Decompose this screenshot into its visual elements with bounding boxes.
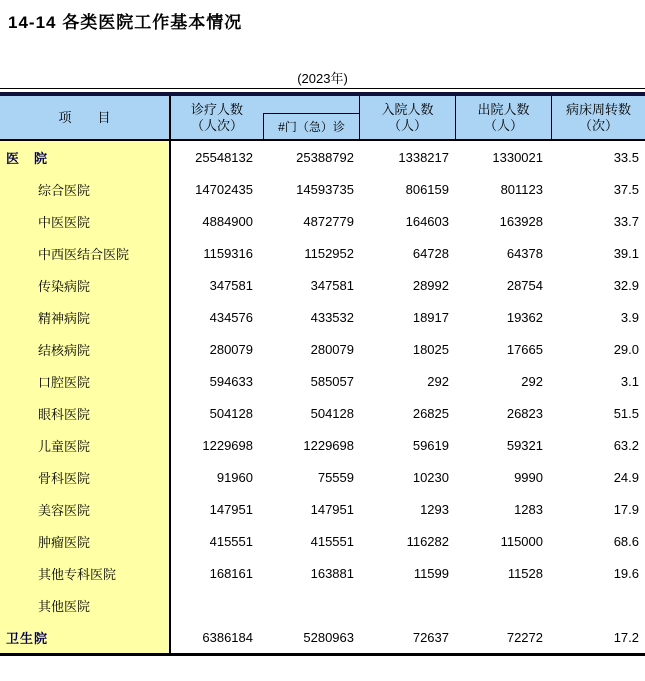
page-title: 14-14 各类医院工作基本情况 bbox=[8, 13, 243, 32]
table-row-hospitals bbox=[0, 141, 645, 173]
header-outpatient-label: #门（急）诊 bbox=[263, 113, 359, 139]
header-turnover-line2: （次） bbox=[578, 117, 618, 133]
cell-bed-turnover: 39.1 bbox=[613, 245, 639, 261]
cell-bed-turnover: 68.6 bbox=[613, 533, 639, 549]
cell-outpatient-visits: 25388792 bbox=[296, 149, 354, 165]
cell-bed-turnover bbox=[551, 589, 645, 621]
cell-outpatient-visits: 1229698 bbox=[303, 437, 354, 453]
header-discharges-line1: 出院人数 bbox=[477, 101, 530, 117]
table-row-tcm-hospitals bbox=[0, 205, 645, 237]
row-label: 其他专科医院 bbox=[0, 557, 171, 589]
table-row-psychiatric-hospitals bbox=[0, 301, 645, 333]
header-turnover-column bbox=[551, 96, 645, 139]
cell-bed-turnover: 32.9 bbox=[613, 277, 639, 293]
header-admissions-column bbox=[359, 96, 455, 139]
cell-discharges: 163928 bbox=[499, 213, 543, 229]
header-visits-group bbox=[171, 96, 359, 139]
cell-visits: 1159316 bbox=[203, 245, 253, 261]
cell-outpatient-visits: 585057 bbox=[310, 373, 354, 389]
cell-visits: 347581 bbox=[209, 277, 253, 293]
table-row-integrated-hospitals bbox=[0, 237, 645, 269]
header-item-column bbox=[0, 96, 171, 139]
table-row-oncology-hospitals bbox=[0, 525, 645, 557]
cell-visits: 415551 bbox=[209, 533, 253, 549]
cell-visits: 280079 bbox=[209, 341, 253, 357]
cell-admissions bbox=[359, 589, 455, 621]
table-row-health-centers bbox=[0, 621, 645, 653]
cell-discharges: 28754 bbox=[506, 277, 543, 293]
header-visits-label bbox=[171, 96, 263, 139]
row-label: 医 院 bbox=[0, 141, 171, 173]
cell-admissions: 11599 bbox=[413, 565, 449, 581]
cell-discharges: 1330021 bbox=[492, 149, 543, 165]
cell-admissions: 59619 bbox=[412, 437, 449, 453]
table-row-cosmetic-hospitals bbox=[0, 493, 645, 525]
cell-visits bbox=[171, 589, 263, 621]
cell-outpatient-visits: 5280963 bbox=[303, 629, 354, 645]
row-label: 传染病院 bbox=[0, 269, 171, 301]
cell-admissions: 26825 bbox=[412, 405, 449, 421]
cell-visits: 147951 bbox=[209, 501, 253, 517]
cell-bed-turnover: 29.0 bbox=[613, 341, 639, 357]
cell-admissions: 164603 bbox=[405, 213, 449, 229]
cell-bed-turnover: 3.1 bbox=[620, 373, 639, 389]
cell-outpatient-visits bbox=[263, 589, 359, 621]
cell-admissions: 18025 bbox=[412, 341, 449, 357]
row-label: 美容医院 bbox=[0, 493, 171, 525]
cell-discharges: 26823 bbox=[506, 405, 543, 421]
cell-discharges: 1283 bbox=[514, 501, 543, 517]
row-label: 精神病院 bbox=[0, 301, 171, 333]
header-outpatient-subcolumn bbox=[263, 96, 359, 139]
cell-discharges: 64378 bbox=[506, 245, 543, 261]
row-label: 骨科医院 bbox=[0, 461, 171, 493]
cell-bed-turnover: 63.2 bbox=[613, 437, 639, 453]
cell-discharges bbox=[455, 589, 551, 621]
cell-bed-turnover: 19.6 bbox=[613, 565, 639, 581]
header-turnover-line1: 病床周转数 bbox=[565, 101, 631, 117]
cell-bed-turnover: 33.7 bbox=[613, 213, 639, 229]
cell-visits: 594633 bbox=[209, 373, 253, 389]
cell-admissions: 806159 bbox=[405, 181, 449, 197]
cell-discharges: 17665 bbox=[506, 341, 543, 357]
cell-admissions: 72637 bbox=[412, 629, 449, 645]
table-body bbox=[0, 141, 645, 653]
cell-bed-turnover: 17.2 bbox=[613, 629, 639, 645]
header-admissions-line2: （人） bbox=[387, 117, 427, 133]
header-discharges-line2: （人） bbox=[483, 117, 523, 133]
cell-bed-turnover: 24.9 bbox=[613, 469, 639, 485]
cell-outpatient-visits: 1152952 bbox=[304, 245, 354, 261]
row-label: 其他医院 bbox=[0, 589, 171, 621]
cell-visits: 25548132 bbox=[195, 149, 253, 165]
cell-admissions: 28992 bbox=[412, 277, 449, 293]
header-discharges-column bbox=[455, 96, 551, 139]
cell-outpatient-visits: 4872779 bbox=[303, 213, 354, 229]
cell-visits: 6386184 bbox=[202, 629, 253, 645]
cell-visits: 168161 bbox=[209, 565, 253, 581]
table-row-other-specialized-hospitals bbox=[0, 557, 645, 589]
cell-visits: 1229698 bbox=[202, 437, 253, 453]
top-thin-rule bbox=[0, 88, 645, 89]
cell-outpatient-visits: 415551 bbox=[310, 533, 354, 549]
row-label: 结核病院 bbox=[0, 333, 171, 365]
cell-bed-turnover: 51.5 bbox=[613, 405, 639, 421]
cell-visits: 14702435 bbox=[195, 181, 253, 197]
cell-discharges: 115000 bbox=[500, 533, 543, 549]
cell-discharges: 72272 bbox=[506, 629, 543, 645]
cell-outpatient-visits: 163881 bbox=[310, 565, 354, 581]
row-label: 口腔医院 bbox=[0, 365, 171, 397]
cell-outpatient-visits: 433532 bbox=[310, 309, 354, 325]
cell-bed-turnover: 37.5 bbox=[613, 181, 639, 197]
cell-visits: 434576 bbox=[209, 309, 253, 325]
cell-visits: 504128 bbox=[209, 405, 253, 421]
table-row-children-hospitals bbox=[0, 429, 645, 461]
cell-discharges: 59321 bbox=[506, 437, 543, 453]
cell-admissions: 10230 bbox=[412, 469, 449, 485]
row-label: 中医医院 bbox=[0, 205, 171, 237]
table-row-eye-hospitals bbox=[0, 397, 645, 429]
cell-bed-turnover: 17.9 bbox=[613, 501, 639, 517]
header-admissions-line1: 入院人数 bbox=[381, 101, 434, 117]
cell-admissions: 64728 bbox=[412, 245, 449, 261]
table-row-tb-hospitals bbox=[0, 333, 645, 365]
cell-outpatient-visits: 14593735 bbox=[296, 181, 354, 197]
cell-admissions: 18917 bbox=[412, 309, 449, 325]
header-visits-line2: （人次） bbox=[190, 117, 243, 133]
table-row-general-hospitals bbox=[0, 173, 645, 205]
cell-outpatient-visits: 147951 bbox=[310, 501, 354, 517]
header-item-label: 项 目 bbox=[58, 109, 111, 125]
table-row-stomatology-hospitals bbox=[0, 365, 645, 397]
row-label: 卫生院 bbox=[0, 621, 171, 653]
cell-outpatient-visits: 347581 bbox=[310, 277, 354, 293]
cell-admissions: 116282 bbox=[406, 533, 449, 549]
table-header-row bbox=[0, 96, 645, 141]
row-label: 肿瘤医院 bbox=[0, 525, 171, 557]
table-row-orthopedic-hospitals bbox=[0, 461, 645, 493]
row-label: 中西医结合医院 bbox=[0, 237, 171, 269]
cell-outpatient-visits: 504128 bbox=[310, 405, 354, 421]
cell-discharges: 19362 bbox=[506, 309, 543, 325]
hospital-stats-table bbox=[0, 92, 645, 656]
cell-admissions: 1293 bbox=[420, 501, 449, 517]
cell-admissions: 1338217 bbox=[398, 149, 449, 165]
cell-visits: 91960 bbox=[216, 469, 253, 485]
row-label: 儿童医院 bbox=[0, 429, 171, 461]
row-label: 综合医院 bbox=[0, 173, 171, 205]
year-subtitle: (2023年) bbox=[297, 71, 348, 86]
cell-discharges: 11528 bbox=[507, 565, 543, 581]
cell-discharges: 292 bbox=[521, 373, 543, 389]
cell-outpatient-visits: 280079 bbox=[310, 341, 354, 357]
table-row-other-hospitals bbox=[0, 589, 645, 621]
cell-outpatient-visits: 75559 bbox=[317, 469, 354, 485]
table-row-infectious-hospitals bbox=[0, 269, 645, 301]
cell-admissions: 292 bbox=[427, 373, 449, 389]
cell-discharges: 9990 bbox=[514, 469, 543, 485]
row-label: 眼科医院 bbox=[0, 397, 171, 429]
cell-bed-turnover: 3.9 bbox=[620, 309, 639, 325]
header-visits-line1: 诊疗人数 bbox=[190, 101, 243, 117]
cell-bed-turnover: 33.5 bbox=[613, 149, 639, 165]
header-subcolumn-spacer bbox=[263, 96, 359, 113]
cell-visits: 4884900 bbox=[202, 213, 253, 229]
cell-discharges: 801123 bbox=[500, 181, 543, 197]
